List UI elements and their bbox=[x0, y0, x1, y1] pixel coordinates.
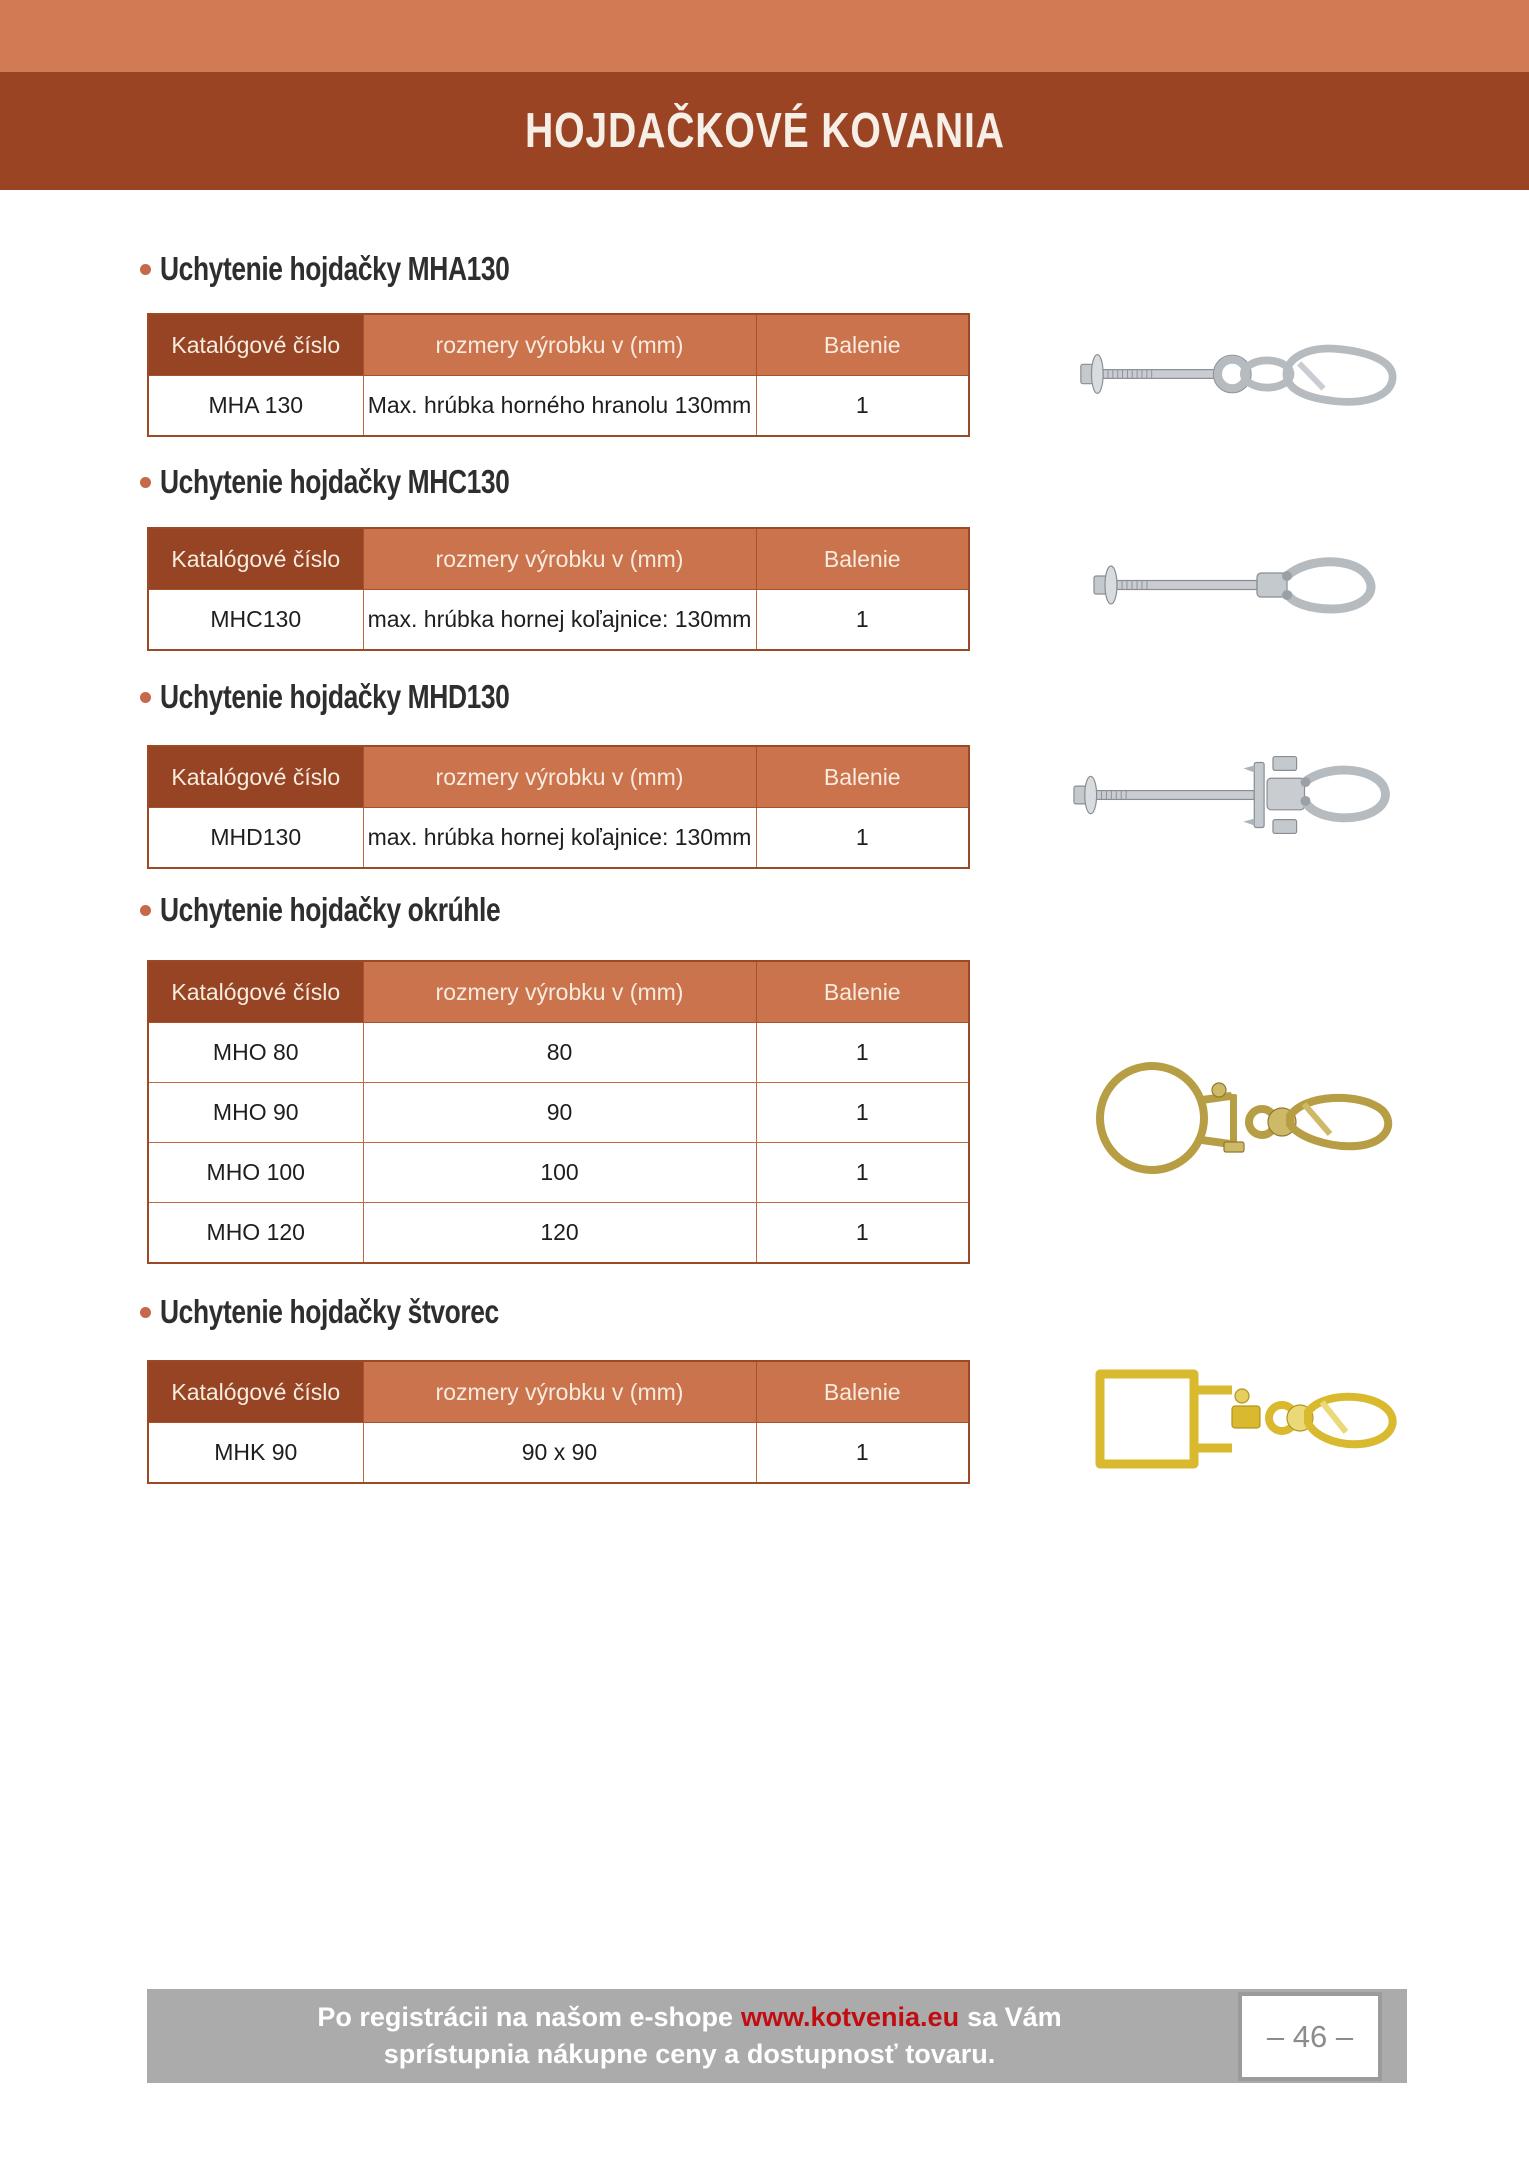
bullet-icon bbox=[140, 477, 151, 488]
table-row bbox=[148, 808, 969, 869]
cell-packaging: 1 bbox=[756, 1023, 969, 1083]
product-image-mhd130-bolt-plate-shackle-icon bbox=[1070, 748, 1405, 843]
table-row bbox=[148, 1083, 969, 1143]
col-header-dimensions: rozmery výrobku v (mm) bbox=[363, 1361, 756, 1423]
bullet-icon bbox=[140, 905, 151, 916]
section-heading-text: Uchytenie hojdačky MHC130 bbox=[160, 463, 510, 500]
col-header-catalog: Katalógové číslo bbox=[148, 528, 363, 590]
page-title: HOJDAČKOVÉ KOVANIA bbox=[524, 104, 1005, 158]
table-stvorec bbox=[147, 1360, 970, 1484]
bullet-icon bbox=[140, 1307, 151, 1318]
section-heading-text: Uchytenie hojdačky MHA130 bbox=[160, 250, 510, 287]
col-header-dimensions: rozmery výrobku v (mm) bbox=[363, 528, 756, 590]
col-header-catalog: Katalógové číslo bbox=[148, 961, 363, 1023]
section-heading-okruhle bbox=[140, 888, 585, 932]
table-row bbox=[148, 1423, 969, 1484]
col-header-packaging: Balenie bbox=[756, 314, 969, 376]
footer-note bbox=[147, 1999, 1232, 2073]
cell-dimensions: 90 x 90 bbox=[363, 1423, 756, 1484]
col-header-catalog: Katalógové číslo bbox=[148, 1361, 363, 1423]
cell-catalog: MHO 80 bbox=[148, 1023, 363, 1083]
section-heading-mhc130 bbox=[140, 460, 597, 504]
col-header-dimensions: rozmery výrobku v (mm) bbox=[363, 314, 756, 376]
bullet-icon bbox=[140, 264, 151, 275]
cell-catalog: MHD130 bbox=[148, 808, 363, 869]
cell-packaging: 1 bbox=[756, 808, 969, 869]
title-band bbox=[0, 72, 1529, 190]
product-image-mhk-square-clamp-carabiner-icon bbox=[1082, 1352, 1402, 1490]
section-heading-stvorec bbox=[140, 1290, 584, 1334]
table-okruhle bbox=[147, 960, 970, 1264]
table-header-row bbox=[148, 528, 969, 590]
footer-line-2: sprístupnia nákupne ceny a dostupnosť tovaru. bbox=[383, 2039, 996, 2069]
section-heading-text: Uchytenie hojdačky štvorec bbox=[160, 1293, 499, 1330]
cell-catalog: MHK 90 bbox=[148, 1423, 363, 1484]
footer-link[interactable]: www.kotvenia.eu bbox=[741, 2002, 960, 2032]
table-header-row bbox=[148, 314, 969, 376]
cell-packaging: 1 bbox=[756, 376, 969, 437]
table-row bbox=[148, 376, 969, 437]
table-row bbox=[148, 1143, 969, 1203]
section-heading-text: Uchytenie hojdačky okrúhle bbox=[160, 891, 501, 928]
table-header-row bbox=[148, 961, 969, 1023]
cell-dimensions: 100 bbox=[363, 1143, 756, 1203]
table-mhc130 bbox=[147, 527, 970, 651]
col-header-catalog: Katalógové číslo bbox=[148, 314, 363, 376]
table-mhd130 bbox=[147, 745, 970, 869]
section-heading-mhd130 bbox=[140, 675, 597, 719]
footer-text-before-link: Po registrácii na našom e-shope bbox=[317, 2002, 733, 2032]
table-mha130 bbox=[147, 313, 970, 437]
col-header-packaging: Balenie bbox=[756, 961, 969, 1023]
col-header-dimensions: rozmery výrobku v (mm) bbox=[363, 961, 756, 1023]
section-heading-text: Uchytenie hojdačky MHD130 bbox=[160, 678, 510, 715]
table-header-row bbox=[148, 746, 969, 808]
product-image-mho-round-clamp-carabiner-icon bbox=[1082, 1038, 1402, 1186]
footer-line-1 bbox=[147, 1999, 1232, 2036]
col-header-packaging: Balenie bbox=[756, 528, 969, 590]
cell-catalog: MHA 130 bbox=[148, 376, 363, 437]
cell-dimensions: max. hrúbka hornej koľajnice: 130mm bbox=[363, 590, 756, 651]
bullet-icon bbox=[140, 692, 151, 703]
col-header-packaging: Balenie bbox=[756, 746, 969, 808]
cell-packaging: 1 bbox=[756, 1203, 969, 1264]
cell-packaging: 1 bbox=[756, 590, 969, 651]
table-row bbox=[148, 590, 969, 651]
table-row bbox=[148, 1023, 969, 1083]
cell-dimensions: 80 bbox=[363, 1023, 756, 1083]
cell-catalog: MHO 100 bbox=[148, 1143, 363, 1203]
product-image-mhc130-bolt-shackle-icon bbox=[1090, 545, 1390, 625]
cell-dimensions: 90 bbox=[363, 1083, 756, 1143]
footer-bar bbox=[147, 1989, 1407, 2083]
table-row bbox=[148, 1203, 969, 1264]
top-band bbox=[0, 0, 1529, 72]
table-header-row bbox=[148, 1361, 969, 1423]
section-heading-mha130 bbox=[140, 247, 597, 291]
product-image-mha130-eye-bolt-carabiner-icon bbox=[1075, 330, 1405, 418]
page-number: – 46 – bbox=[1266, 2018, 1354, 2054]
cell-packaging: 1 bbox=[756, 1423, 969, 1484]
col-header-dimensions: rozmery výrobku v (mm) bbox=[363, 746, 756, 808]
cell-catalog: MHO 90 bbox=[148, 1083, 363, 1143]
cell-catalog: MHC130 bbox=[148, 590, 363, 651]
cell-dimensions: max. hrúbka hornej koľajnice: 130mm bbox=[363, 808, 756, 869]
cell-dimensions: 120 bbox=[363, 1203, 756, 1264]
col-header-packaging: Balenie bbox=[756, 1361, 969, 1423]
col-header-catalog: Katalógové číslo bbox=[148, 746, 363, 808]
cell-catalog: MHO 120 bbox=[148, 1203, 363, 1264]
cell-packaging: 1 bbox=[756, 1143, 969, 1203]
cell-packaging: 1 bbox=[756, 1083, 969, 1143]
cell-dimensions: Max. hrúbka horného hranolu 130mm bbox=[363, 376, 756, 437]
page-number-box bbox=[1238, 1992, 1382, 2081]
footer-text-after-link: sa Vám bbox=[967, 2002, 1062, 2032]
